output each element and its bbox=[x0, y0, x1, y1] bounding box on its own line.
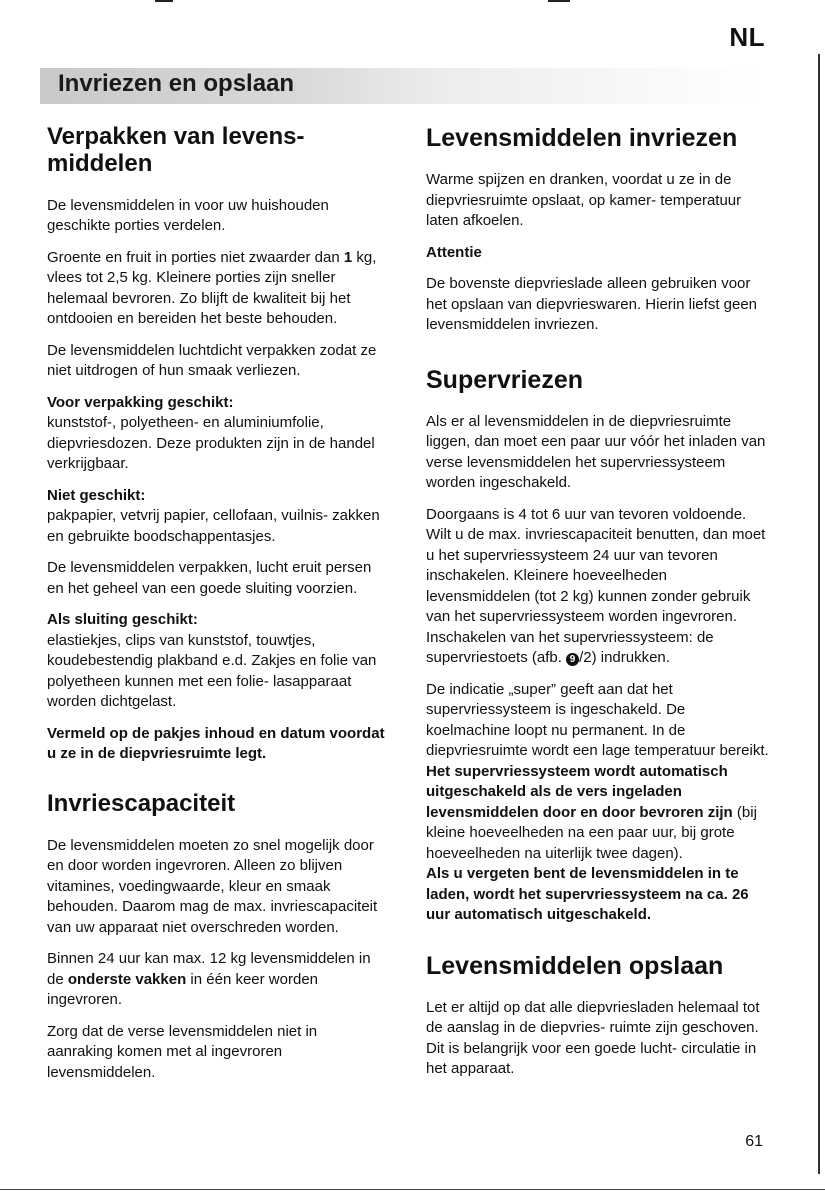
paragraph bbox=[426, 998, 771, 1080]
left-column bbox=[47, 124, 387, 1094]
paragraph bbox=[426, 680, 771, 926]
paragraph bbox=[47, 949, 387, 1011]
text-bold: onderste vakken bbox=[67, 970, 187, 988]
text: (bij kleine hoeveelheden na een paar uur, bij grote hoeveelheden na uiterlijk twee dagen). bbox=[426, 803, 757, 862]
paragraph bbox=[47, 248, 387, 330]
paragraph: De levensmiddelen in voor uw huishouden geschikte porties verdelen. bbox=[47, 196, 329, 235]
right-column bbox=[426, 124, 771, 1091]
text: Dit is belangrijk voor een goede lucht- circulatie in het apparaat. bbox=[426, 1039, 757, 1077]
text: Groente en fruit in porties niet zwaarder dan bbox=[47, 248, 344, 266]
paragraph: Als er al levensmiddelen in de diepvriesruimte liggen, dan moet een paar uur vóór het inladen van verse levensmiddelen het supervriessysteem worden ingeschakeld. bbox=[426, 412, 766, 491]
paragraph: De levensmiddelen luchtdicht verpakken zodat ze niet uitdrogen of hun smaak verliezen. bbox=[47, 341, 377, 380]
text: De indicatie „super” geeft aan dat het supervriessysteem is ingeschakeld. De koelmachine loopt nu permanent. In de diepvriesruimte wordt een lage temperatuur bereikt. bbox=[426, 680, 769, 759]
text: /2) indrukken. bbox=[579, 649, 670, 666]
text-bold: Als u vergeten bent de levensmiddelen in te laden, wordt het supervriessysteem na ca. 26 uur automatisch uitgeschakeld. bbox=[426, 865, 749, 923]
text: pakpapier, vetvrij papier, cellofaan, vuilnis- zakken en gebruikte boodschappentasjes. bbox=[47, 507, 380, 545]
section-title-storage: Levensmiddelen opslaan bbox=[426, 951, 724, 980]
language-code: NL bbox=[729, 22, 765, 52]
figure-reference-icon: 9 bbox=[566, 653, 579, 666]
subheading: Niet geschikt: bbox=[47, 486, 146, 504]
paragraph: De levensmiddelen moeten zo snel mogelijk door en door worden ingevroren. Alleen zo blijven vitamines, voedingwaarde, kleur en smaak behouden. Daarom mag de max. invriescapaciteit van uw apparaat niet overschreden worden. bbox=[47, 836, 378, 936]
paragraph bbox=[47, 610, 387, 713]
text: in één keer worden ingevroren. bbox=[47, 970, 318, 1009]
paragraph bbox=[47, 486, 387, 548]
subheading: Als sluiting geschikt: bbox=[47, 611, 198, 629]
paragraph: De bovenste diepvrieslade alleen gebruiken voor het opslaan van diepvrieswaren. Hierin liefst geen levensmiddelen invriezen. bbox=[426, 275, 758, 333]
text: kg, vlees tot 2,5 kg. Kleinere porties zijn sneller helemaal bevroren. Zo blijft de kwaliteit bij het ontdooien en bereiden het beste behouden. bbox=[47, 248, 377, 328]
text: Binnen 24 uur kan max. 12 kg levensmiddelen in de bbox=[47, 950, 371, 988]
scan-edge-line bbox=[818, 54, 820, 1174]
scan-top-mark bbox=[155, 0, 173, 2]
scan-top-mark bbox=[548, 0, 570, 2]
page-number: 61 bbox=[745, 1133, 763, 1150]
paragraph bbox=[426, 505, 771, 669]
subheading: Voor verpakking geschikt: bbox=[47, 393, 234, 411]
text-bold: 1 bbox=[343, 248, 353, 266]
section-title-freezing: Levensmiddelen invriezen bbox=[426, 124, 738, 152]
attention-label: Attentie bbox=[426, 243, 482, 261]
banner-title: Invriezen en opslaan bbox=[58, 70, 295, 97]
paragraph: Zorg dat de verse levensmiddelen niet in aanraking komen met al ingevroren levensmiddelen. bbox=[47, 1022, 318, 1081]
scan-bottom-line bbox=[0, 1189, 825, 1190]
section-title-superfreeze: Supervriezen bbox=[426, 365, 584, 394]
paragraph: Warme spijzen en dranken, voordat u ze in de diepvriesruimte opslaat, op kamer- temperatuur laten afkoelen. bbox=[426, 171, 742, 229]
section-title-packaging: Verpakken van levens- middelen bbox=[47, 123, 305, 177]
section-title-capacity: Invriescapaciteit bbox=[47, 789, 236, 817]
text: Let er altijd op dat alle diepvriesladen helemaal tot de aanslag in de diepvries- ruimte zijn geschoven. bbox=[426, 998, 760, 1036]
paragraph bbox=[47, 393, 387, 475]
paragraph: De levensmiddelen verpakken, lucht eruit persen en het geheel van een goede sluiting voorzien. bbox=[47, 559, 372, 597]
text: elastiekjes, clips van kunststof, touwtjes, koudebestendig plakband e.d. Zakjes en folie van polyetheen kunnen met een folie- lasapparaat worden dichtgelast. bbox=[47, 631, 377, 711]
text: kunststof-, polyetheen- en aluminiumfolie, diepvriesdozen. Deze produkten zijn in de handel verkrijgbaar. bbox=[47, 414, 375, 473]
paragraph-bold: Vermeld op de pakjes inhoud en datum voordat u ze in de diepvriesruimte legt. bbox=[47, 724, 385, 763]
text-bold: Het supervriessysteem wordt automatisch uitgeschakeld als de vers ingeladen levensmiddelen door en door bevroren zijn bbox=[426, 762, 733, 821]
text: Doorgaans is 4 tot 6 uur van tevoren voldoende. Wilt u de max. invriescapaciteit benutten, dan moet u het supervriessysteem 24 uur van tevoren inschakelen. Kleinere hoeveelheden levensmiddelen (tot 2 kg) kunnen zonder gebruik van het supervriessysteem worden ingevroren. Inschakelen van het supervriessysteem: de supervriestoets (afb. bbox=[426, 505, 766, 666]
